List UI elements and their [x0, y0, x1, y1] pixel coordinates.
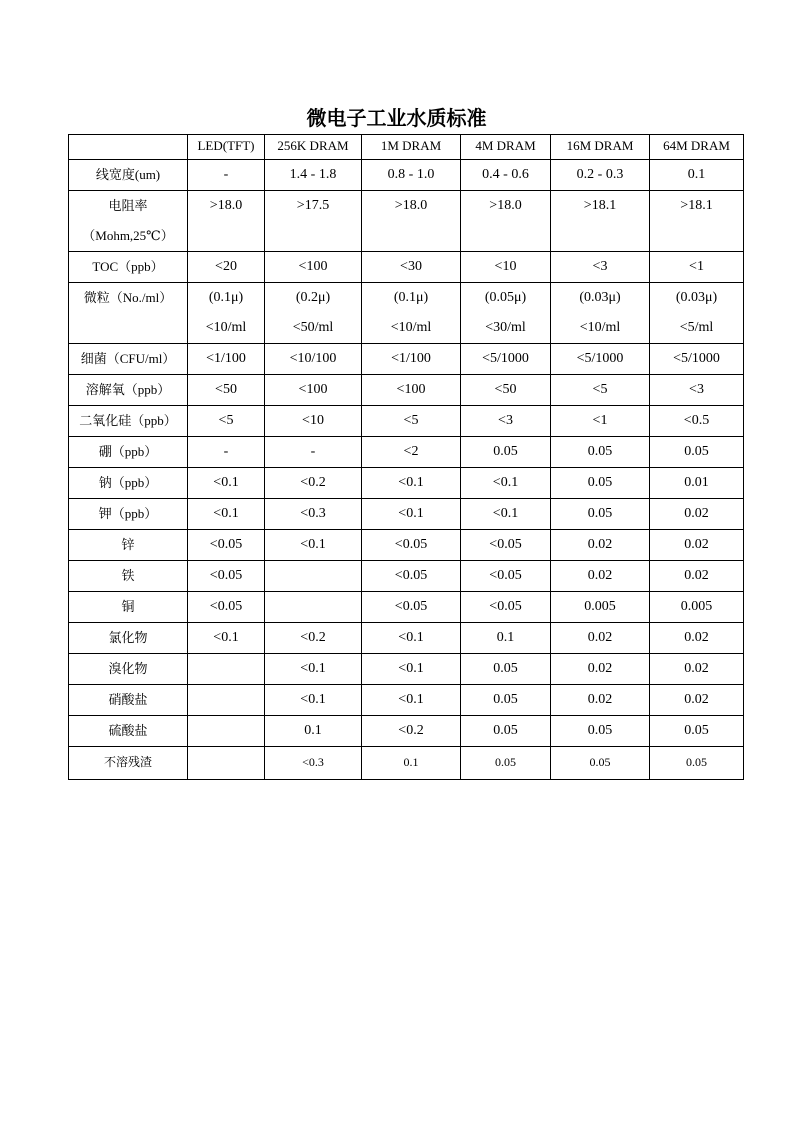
cell-line: <1	[592, 413, 608, 428]
cell-line: <100	[298, 382, 328, 397]
table-cell	[188, 592, 265, 623]
table-cell	[265, 344, 362, 375]
cell-line: 0.02	[587, 661, 613, 676]
cell-line: <0.05	[489, 537, 522, 552]
cell-line: 0.02	[684, 630, 709, 645]
table-cell	[265, 561, 362, 592]
row-label-line: 硼（ppb）	[98, 444, 158, 459]
row-label-line: 硫酸盐	[108, 723, 148, 738]
cell-line: <0.05	[394, 568, 428, 583]
cell-line: <3	[498, 413, 513, 428]
table-cell	[551, 530, 650, 561]
cell-line: <10	[494, 259, 517, 274]
column-header: 16M DRAM	[551, 135, 650, 160]
cell-line: <0.05	[209, 568, 243, 583]
cell-line: 0.02	[587, 568, 613, 583]
table-cell	[551, 499, 650, 530]
row-label	[69, 437, 188, 468]
table-cell	[551, 716, 650, 747]
cell-line: <30/ml	[485, 320, 526, 335]
table-cell	[650, 283, 744, 344]
cell-line: 0.05	[493, 444, 518, 459]
table-cell	[461, 191, 551, 252]
cell-line: 0.05	[587, 723, 613, 738]
cell-line: 0.02	[684, 692, 709, 707]
table-cell	[551, 654, 650, 685]
table-cell	[362, 685, 461, 716]
table-cell	[551, 252, 650, 283]
row-label	[69, 685, 188, 716]
cell-line: <0.05	[394, 537, 428, 552]
table-cell	[265, 530, 362, 561]
table-cell	[650, 437, 744, 468]
table-row	[69, 685, 744, 716]
table-cell	[265, 283, 362, 344]
table-cell	[650, 191, 744, 252]
row-label	[69, 252, 188, 283]
table-cell	[461, 530, 551, 561]
table-cell	[461, 747, 551, 780]
row-label-line: 溶解氧（ppb）	[85, 382, 171, 397]
table-cell	[188, 191, 265, 252]
table-cell	[461, 375, 551, 406]
cell-line: <0.3	[302, 755, 324, 769]
table-cell	[461, 499, 551, 530]
table-cell	[362, 252, 461, 283]
table-cell	[362, 344, 461, 375]
table-cell	[650, 252, 744, 283]
table-row	[69, 530, 744, 561]
table-cell	[265, 252, 362, 283]
row-label-line: 钠（ppb）	[98, 475, 158, 490]
table-cell	[362, 468, 461, 499]
table-row	[69, 561, 744, 592]
table-cell	[188, 499, 265, 530]
table-cell	[461, 561, 551, 592]
column-header	[69, 135, 188, 160]
table-cell	[265, 191, 362, 252]
table-cell	[650, 160, 744, 191]
water-quality-table	[68, 134, 744, 780]
table-row	[69, 160, 744, 191]
cell-line: 0.05	[684, 723, 709, 738]
table-cell	[461, 685, 551, 716]
row-label-line: （Mohm,25℃）	[82, 228, 174, 243]
table-cell	[188, 283, 265, 344]
cell-line: <0.1	[213, 506, 239, 521]
table-row	[69, 437, 744, 468]
table-cell	[650, 499, 744, 530]
cell-line: >17.5	[296, 198, 330, 213]
table-cell	[188, 561, 265, 592]
cell-line: 0.1	[403, 755, 419, 769]
table-cell	[188, 530, 265, 561]
table-cell	[551, 592, 650, 623]
row-label-line: 氯化物	[108, 630, 148, 645]
table-cell	[650, 685, 744, 716]
row-label	[69, 654, 188, 685]
cell-line: <0.05	[394, 599, 428, 614]
table-cell	[362, 437, 461, 468]
table-cell	[650, 468, 744, 499]
cell-line: <1/100	[206, 351, 246, 366]
cell-line: <30	[400, 259, 422, 274]
table-cell	[188, 252, 265, 283]
column-header: LED(TFT)	[188, 135, 265, 160]
cell-line: <0.2	[300, 630, 326, 645]
cell-line: <0.3	[300, 506, 326, 521]
cell-line: <0.1	[492, 475, 519, 490]
table-row	[69, 654, 744, 685]
cell-line: 0.05	[684, 444, 709, 459]
table-cell	[551, 747, 650, 780]
cell-line: <0.2	[398, 723, 424, 738]
column-header: 256K DRAM	[265, 135, 362, 160]
row-label	[69, 716, 188, 747]
cell-line: <1	[689, 259, 704, 274]
row-label-line: 溴化物	[108, 661, 148, 676]
table-cell	[265, 468, 362, 499]
cell-line: 0.05	[587, 475, 613, 490]
cell-line: 0.1	[687, 167, 706, 182]
table-row	[69, 283, 744, 344]
row-label-line: 铜	[121, 599, 135, 614]
cell-line: (0.05μ)	[484, 290, 527, 305]
cell-line: 0.05	[495, 755, 516, 769]
cell-line: <50	[494, 382, 517, 397]
table-row	[69, 252, 744, 283]
table-cell	[265, 716, 362, 747]
table-cell	[188, 160, 265, 191]
row-label	[69, 561, 188, 592]
cell-line: >18.1	[680, 198, 713, 213]
table-cell	[461, 654, 551, 685]
cell-line: <5/ml	[679, 320, 714, 335]
table-cell	[362, 406, 461, 437]
table-cell	[188, 654, 265, 685]
table-cell	[650, 530, 744, 561]
row-label	[69, 468, 188, 499]
cell-line: <0.1	[398, 692, 424, 707]
cell-line: (0.1μ)	[208, 290, 244, 305]
cell-line: <100	[396, 382, 426, 397]
row-label-line: 线宽度(um)	[95, 167, 161, 182]
table-cell	[265, 747, 362, 780]
cell-line: >18.1	[583, 198, 617, 213]
row-label-line: 不溶残渣	[103, 755, 152, 769]
table-cell	[551, 283, 650, 344]
cell-line: <50	[215, 382, 237, 397]
column-header: 1M DRAM	[362, 135, 461, 160]
table-cell	[650, 561, 744, 592]
cell-line: 0.02	[587, 537, 613, 552]
table-cell	[188, 344, 265, 375]
table-cell	[650, 406, 744, 437]
table-cell	[265, 437, 362, 468]
cell-line: <0.1	[492, 506, 519, 521]
table-cell	[551, 191, 650, 252]
cell-line: 0.005	[584, 599, 616, 614]
table-cell	[650, 592, 744, 623]
table-row	[69, 623, 744, 654]
table-cell	[551, 623, 650, 654]
cell-line: <0.1	[398, 661, 424, 676]
cell-line: <0.1	[213, 630, 239, 645]
row-label	[69, 747, 188, 780]
column-header: 64M DRAM	[650, 135, 744, 160]
row-label	[69, 375, 188, 406]
cell-line: -	[223, 444, 229, 459]
table-cell	[188, 685, 265, 716]
table-row	[69, 375, 744, 406]
row-label	[69, 406, 188, 437]
cell-line: <0.1	[300, 537, 326, 552]
table-cell	[551, 160, 650, 191]
table-cell	[188, 468, 265, 499]
row-label	[69, 530, 188, 561]
cell-line: (0.03μ)	[675, 290, 718, 305]
table-cell	[461, 716, 551, 747]
table-cell	[551, 561, 650, 592]
table-cell	[650, 654, 744, 685]
cell-line: 0.05	[589, 755, 611, 769]
table-cell	[265, 406, 362, 437]
table-row	[69, 344, 744, 375]
table-cell	[461, 406, 551, 437]
cell-line: 0.2 - 0.3	[576, 167, 624, 182]
cell-line: <5	[218, 413, 234, 428]
cell-line: 0.02	[684, 568, 709, 583]
cell-line: 0.02	[587, 692, 613, 707]
table-cell	[461, 592, 551, 623]
table-cell	[188, 747, 265, 780]
cell-line: 0.05	[493, 723, 518, 738]
cell-line: <0.1	[213, 475, 239, 490]
table-cell	[362, 592, 461, 623]
table-cell	[362, 375, 461, 406]
table-cell	[265, 654, 362, 685]
row-label-line: 细菌（CFU/ml）	[80, 351, 176, 366]
table-cell	[362, 499, 461, 530]
cell-line: 0.005	[680, 599, 713, 614]
cell-line: 0.02	[684, 537, 709, 552]
table-cell	[650, 747, 744, 780]
document-title: 微电子工业水质标准	[306, 106, 487, 130]
cell-line: 0.02	[684, 661, 709, 676]
table-cell	[362, 160, 461, 191]
cell-line: 1.4 - 1.8	[289, 167, 337, 182]
cell-line: <0.1	[398, 630, 424, 645]
table-cell	[265, 592, 362, 623]
cell-line: <5	[403, 413, 419, 428]
cell-line: <5/1000	[576, 351, 624, 366]
table-cell	[188, 406, 265, 437]
row-label-line: 电阻率	[108, 198, 148, 213]
table-row	[69, 747, 744, 780]
cell-line: 0.02	[684, 506, 709, 521]
header-row	[69, 135, 744, 160]
table-row	[69, 499, 744, 530]
row-label-line: 锌	[121, 537, 135, 552]
table-cell	[551, 437, 650, 468]
table-cell	[461, 160, 551, 191]
table-cell	[188, 437, 265, 468]
row-label	[69, 191, 188, 252]
cell-line: <5	[592, 382, 608, 397]
cell-line: <3	[689, 382, 704, 397]
table-cell	[362, 747, 461, 780]
column-header: 4M DRAM	[461, 135, 551, 160]
table-cell	[265, 375, 362, 406]
table-cell	[461, 437, 551, 468]
cell-line: <10/100	[289, 351, 337, 366]
row-label-line: 钾（ppb）	[98, 506, 158, 521]
cell-line: <0.1	[300, 692, 326, 707]
row-label	[69, 592, 188, 623]
row-label	[69, 344, 188, 375]
table-cell	[650, 623, 744, 654]
table-cell	[362, 283, 461, 344]
table-cell	[461, 252, 551, 283]
table-cell	[551, 406, 650, 437]
cell-line: <0.05	[209, 537, 243, 552]
cell-line: <2	[403, 444, 419, 459]
cell-line: <5/1000	[482, 351, 529, 366]
cell-line: <50/ml	[292, 320, 334, 335]
table-cell	[265, 623, 362, 654]
table-cell	[461, 623, 551, 654]
table-cell	[362, 191, 461, 252]
row-label	[69, 160, 188, 191]
table-cell	[265, 685, 362, 716]
table-cell	[188, 716, 265, 747]
cell-line: 0.05	[686, 755, 707, 769]
table-cell	[362, 716, 461, 747]
row-label	[69, 283, 188, 344]
table-cell	[362, 530, 461, 561]
cell-line: (0.2μ)	[295, 290, 331, 305]
table-row	[69, 716, 744, 747]
table-cell	[362, 623, 461, 654]
cell-line: 0.01	[684, 475, 709, 490]
cell-line: <10	[302, 413, 324, 428]
cell-line: <3	[592, 259, 608, 274]
table-cell	[265, 160, 362, 191]
cell-line: 0.02	[587, 630, 613, 645]
cell-line: <0.1	[300, 661, 326, 676]
cell-line: -	[310, 444, 316, 459]
table-cell	[650, 716, 744, 747]
table-cell	[188, 375, 265, 406]
table-cell	[362, 561, 461, 592]
cell-line: 0.05	[493, 692, 518, 707]
cell-line: <20	[215, 259, 237, 274]
table-cell	[551, 344, 650, 375]
table-cell	[461, 283, 551, 344]
table-cell	[650, 375, 744, 406]
table-cell	[188, 623, 265, 654]
cell-line: <0.05	[489, 599, 522, 614]
cell-line: <0.2	[300, 475, 326, 490]
cell-line: <1/100	[391, 351, 431, 366]
table-cell	[265, 499, 362, 530]
cell-line: (0.1μ)	[393, 290, 429, 305]
row-label	[69, 499, 188, 530]
cell-line: >18.0	[209, 198, 243, 213]
cell-line: 0.1	[304, 723, 322, 738]
cell-line: (0.03μ)	[579, 290, 621, 305]
table-cell	[362, 654, 461, 685]
cell-line: <0.1	[398, 506, 424, 521]
table-cell	[551, 685, 650, 716]
table-cell	[461, 468, 551, 499]
row-label	[69, 623, 188, 654]
cell-line: 0.8 - 1.0	[387, 167, 435, 182]
cell-line: >18.0	[489, 198, 522, 213]
table-row	[69, 191, 744, 252]
table-row	[69, 468, 744, 499]
cell-line: <0.1	[398, 475, 424, 490]
cell-line: >18.0	[394, 198, 428, 213]
table-cell	[650, 344, 744, 375]
table-row	[69, 406, 744, 437]
cell-line: <0.05	[489, 568, 522, 583]
cell-line: <0.5	[683, 413, 710, 428]
cell-line: <10/ml	[579, 320, 621, 335]
table-cell	[551, 375, 650, 406]
cell-line: 0.05	[493, 661, 518, 676]
row-label-line: 铁	[121, 568, 135, 583]
row-label-line: TOC（ppb）	[92, 259, 164, 274]
cell-line: 0.05	[587, 444, 613, 459]
row-label-line: 硝酸盐	[108, 692, 148, 707]
cell-line: 0.05	[587, 506, 613, 521]
cell-line: <10/ml	[390, 320, 432, 335]
cell-line: 0.1	[496, 630, 515, 645]
table-cell	[461, 344, 551, 375]
cell-line: -	[223, 167, 229, 182]
table-row	[69, 592, 744, 623]
row-label-line: 二氧化硅（ppb）	[79, 413, 177, 428]
row-label-line: 微粒（No./ml）	[83, 290, 173, 305]
table-cell	[551, 468, 650, 499]
cell-line: <100	[298, 259, 328, 274]
cell-line: <0.05	[209, 599, 243, 614]
cell-line: <10/ml	[205, 320, 247, 335]
cell-line: <5/1000	[673, 351, 720, 366]
cell-line: 0.4 - 0.6	[482, 167, 529, 182]
